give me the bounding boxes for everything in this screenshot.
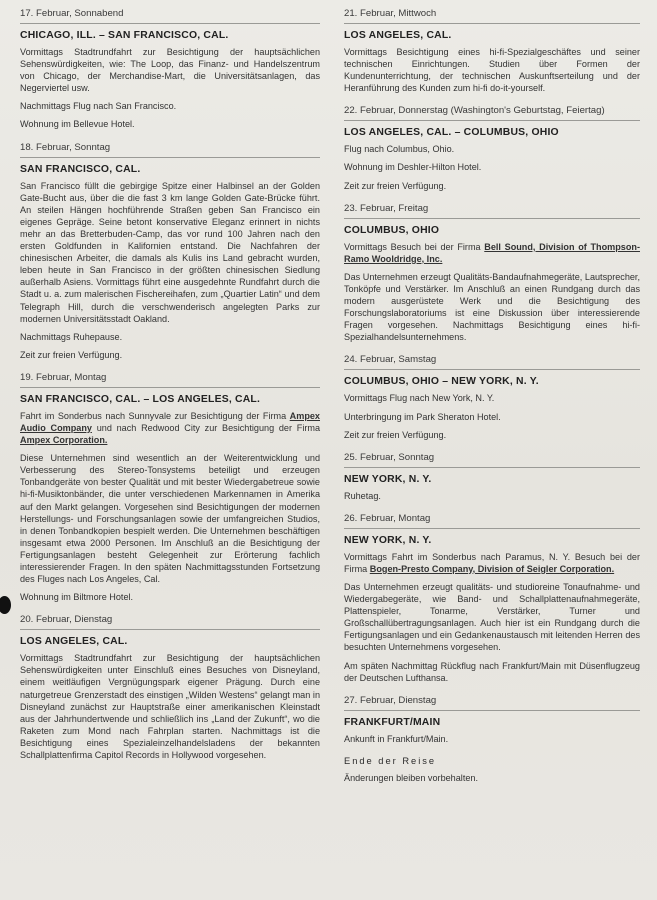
entry-paragraph (20, 46, 320, 94)
entry-date: 24. Februar, Samstag (344, 354, 640, 370)
entry-date: 21. Februar, Mittwoch (344, 8, 640, 24)
entry-paragraph (344, 180, 640, 192)
entry-paragraph (344, 551, 640, 575)
entry-date: 20. Februar, Dienstag (20, 614, 320, 630)
day-entry (344, 452, 640, 502)
entry-paragraph (344, 143, 640, 155)
entry-date: 26. Februar, Montag (344, 513, 640, 529)
paragraph-text: Zeit zur freien Verfügung. (20, 349, 123, 360)
entry-date: 25. Februar, Sonntag (344, 452, 640, 468)
day-entry (344, 105, 640, 191)
entry-place: FRANKFURT/MAIN (344, 716, 441, 728)
paragraph-text: Diese Unternehmen sind wesentlich an der Weiterentwicklung und Verbesserung des Stereo-Tonsystems beteiligt und erzeugen Tonbandgeräte von bester Qualität und mit bester Wiedergabetreue sowie hi-fi-Musiktonbänder, die unter verschiedenen Markennamen in Amerika auf den Markt gelangen. Vorgesehen sind Besichtigungen der modernen Herstellungs- und Forschungsanlagen sowie der umfangreichen Studios, in denen Tonbandkopien bespielt werden. Die Unternehmen beschäftigen insgesamt etwa 2000 Personen. Im Anschluß an die Besichtigung der Fertigungsanlagen besteht Gelegenheit zur Erörterung fachlich interessierender Fragen. In den späten Nachmittagsstunden Fortsetzung des Fluges nach Los Angeles, Cal. (20, 453, 320, 585)
paragraph-text: Wohnung im Deshler-Hilton Hotel. (344, 162, 482, 173)
entry-paragraph (344, 161, 640, 173)
entry-place: CHICAGO, ILL. – SAN FRANCISCO, CAL. (20, 30, 229, 41)
entry-date: 18. Februar, Sonntag (20, 142, 320, 158)
entry-paragraph (344, 241, 640, 265)
paragraph-text: Das Unternehmen erzeugt Qualitäts-Bandaufnahmegeräte, Lautsprecher, Tonköpfe und Verstärker. Im Anschluß an einen Rundgang durch das modern ausgerüstete Werk und die Besichtigung des Forschungslaboratoriums ist eine Diskussion über interessierende Fragen vorgesehen. Nachmittags Besichtigung eines hi-fi-Spezialhandelsunternehmens. (344, 271, 640, 343)
paragraph-text: Vormittags Besuch bei der Firma (344, 241, 485, 252)
entry-paragraph (344, 581, 640, 654)
entry-paragraph (344, 733, 640, 745)
entry-date: 23. Februar, Freitag (344, 203, 640, 219)
entry-paragraph (344, 490, 640, 502)
day-entry (344, 203, 640, 344)
paragraph-text: Wohnung im Bellevue Hotel. (20, 119, 135, 130)
company-name: Bell Sound, Division of Thompson-Ramo Wooldridge, Inc. (344, 241, 640, 264)
paragraph-text: und nach Redwood City zur Besichtigung der Firma (91, 422, 321, 433)
entry-place: COLUMBUS, OHIO (344, 224, 440, 236)
company-name: Bogen-Presto Company, Division of Seigler Corporation. (369, 563, 615, 574)
paragraph-text: Vormittags Stadtrundfahrt zur Besichtigung der hauptsächlichen Sehenswürdigkeiten unter Einschluß eines Besuches von Disneyland, einem weitläufigen Vergnügungspark eigener Prägung. Durch eine naturgetreue Grenzerstadt des einstigen „Wilden Westens“ gelangt man in Disneyland zunächst zur Hauptstraße einer amerikanischen Kleinstadt aus der Jahrhundertwende und schließlich ins „Land der Zukunft“, wo die Raketen zum Mond nach Fahrplan starten. Nachmittags ist die Besichtigung eines Spezialeinzelhandelsladens der bekannten Schallplattenfirma Capitol Records in Hollywood vorgesehen. (20, 653, 320, 761)
paragraph-text: Unterbringung im Park Sheraton Hotel. (344, 411, 501, 422)
paragraph-text: Nachmittags Flug nach San Francisco. (20, 101, 177, 112)
paragraph-text: Wohnung im Biltmore Hotel. (20, 592, 134, 603)
paragraph-text: Das Unternehmen erzeugt qualitäts- und studioreine Tonaufnahme- und Wiedergabegeräte, wie Band- und Schallplattenaufnahmegeräte, Plattenspieler, Tonarme, Verstärker, Turner und Großschallübertragungsanlagen. Auch hier ist ein Rundgang durch die Fertigungsanlagen und ein Gedankenaustausch mit leitenden Herren des besuchten Unternehmens vorgesehen. (344, 581, 640, 653)
entry-date: 17. Februar, Sonnabend (20, 8, 320, 24)
day-entry (344, 354, 640, 440)
entry-place: LOS ANGELES, CAL. – COLUMBUS, OHIO (344, 127, 559, 139)
entry-date: 27. Februar, Dienstag (344, 695, 640, 711)
day-entry (344, 513, 640, 684)
entry-paragraph (20, 331, 320, 343)
end-of-trip: Ende der Reise (344, 755, 437, 766)
paragraph-text: Fahrt im Sonderbus nach Sunnyvale zur Besichtigung der Firma (20, 410, 290, 421)
day-entry (20, 372, 320, 603)
changes-note: Änderungen bleiben vorbehalten. (344, 772, 478, 783)
paragraph-text: Nachmittags Ruhepause. (20, 331, 123, 342)
entry-place: SAN FRANCISCO, CAL. (20, 163, 141, 175)
entry-date: 19. Februar, Montag (20, 372, 320, 388)
paragraph-text: Ankunft in Frankfurt/Main. (344, 733, 449, 744)
paragraph-text: Vormittags Flug nach New York, N. Y. (344, 393, 495, 404)
entry-place: COLUMBUS, OHIO – NEW YORK, N. Y. (344, 376, 539, 388)
left-column (20, 8, 320, 772)
entry-paragraph (344, 392, 640, 404)
entry-date: 22. Februar, Donnerstag (Washington's Geburtstag, Feiertag) (344, 105, 640, 121)
entry-paragraph (20, 100, 320, 112)
day-entry (20, 8, 320, 131)
paragraph-text: Zeit zur freien Verfügung. (344, 180, 447, 191)
paragraph-text: Vormittags Besichtigung eines hi-fi-Spezialgeschäftes und seiner technischen Einrichtungen. Studien über Formen der Kundenunterrichtung, der technischen Auskunftserteilung und der Heranführung des Kunden zum hi-fi do-it-yourself. (344, 47, 640, 94)
entry-paragraph (20, 349, 320, 361)
entry-paragraph (20, 452, 320, 585)
right-column (344, 8, 640, 790)
paragraph-text: Zeit zur freien Verfügung. (344, 429, 447, 440)
day-entry (344, 8, 640, 94)
paragraph-text: Vormittags Fahrt im Sonderbus nach Paramus, N. Y. Besuch bei der Firma (344, 551, 640, 574)
day-entry (20, 142, 320, 361)
entry-paragraph (20, 591, 320, 603)
entry-paragraph (344, 46, 640, 94)
paragraph-text: Am späten Nachmittag Rückflug nach Frankfurt/Main mit Düsenflugzeug der Deutschen Lufthansa. (344, 660, 640, 683)
entry-place: SAN FRANCISCO, CAL. – LOS ANGELES, CAL. (20, 393, 261, 405)
entry-place: LOS ANGELES, CAL. (344, 30, 452, 41)
company-name: Ampex Corporation. (20, 435, 108, 446)
day-entry (344, 695, 640, 745)
entry-paragraph (344, 271, 640, 344)
entry-paragraph (344, 411, 640, 423)
entry-paragraph (20, 118, 320, 130)
entry-paragraph (344, 660, 640, 684)
right-entries (344, 8, 640, 745)
day-entry (20, 614, 320, 761)
paragraph-text: Ruhetag. (344, 490, 381, 501)
entry-paragraph (20, 410, 320, 446)
entry-place: NEW YORK, N. Y. (344, 534, 432, 546)
entry-place: NEW YORK, N. Y. (344, 473, 432, 485)
paragraph-text: San Francisco füllt die gebirgige Spitze einer Halbinsel an der Golden Gate-Bucht aus, über die die fast 3 km lange Golden Gate-Brücke führt. An steilen Hängen hochführende Straßen geben San Francisco ein eigenes Gepräge. Seine betont konservative Eleganz erinnert in nichts mehr an das Bretterbuden-Camp, das vor rund 100 Jahren nach den ersten Goldfunden in Kalifornien entstand. Die Nachfahren der chinesischen Arbeiter, die damals als Kulis ins Land gebracht wurden, leben heute in San Francisco in der größten chinesischen Siedlung außerhalb Asiens. Vormittags führt eine ausgedehnte Rundfahrt durch die Stadt u. a. zum malerischen Fischereihafen, zum „Quartier Latin“ und dem Telegraph Hill, durch die verschwenderisch angelegten Parks zur modernen Universitätsstadt Oakland. (20, 180, 320, 324)
entry-place: LOS ANGELES, CAL. (20, 636, 128, 648)
entry-paragraph (20, 180, 320, 325)
entry-paragraph (344, 429, 640, 441)
paragraph-text: Flug nach Columbus, Ohio. (344, 144, 455, 155)
company-name: Ampex Audio Company (20, 410, 320, 433)
entry-paragraph (20, 652, 320, 761)
punch-hole (0, 596, 11, 614)
paragraph-text: Vormittags Stadtrundfahrt zur Besichtigung der hauptsächlichen Sehenswürdigkeiten, wie: The Loop, das Finanz- und Handelszentrum von Chicago, der Merchandise-Mart, die Universitätsanlagen, das Negerviertel usw. (20, 47, 320, 94)
